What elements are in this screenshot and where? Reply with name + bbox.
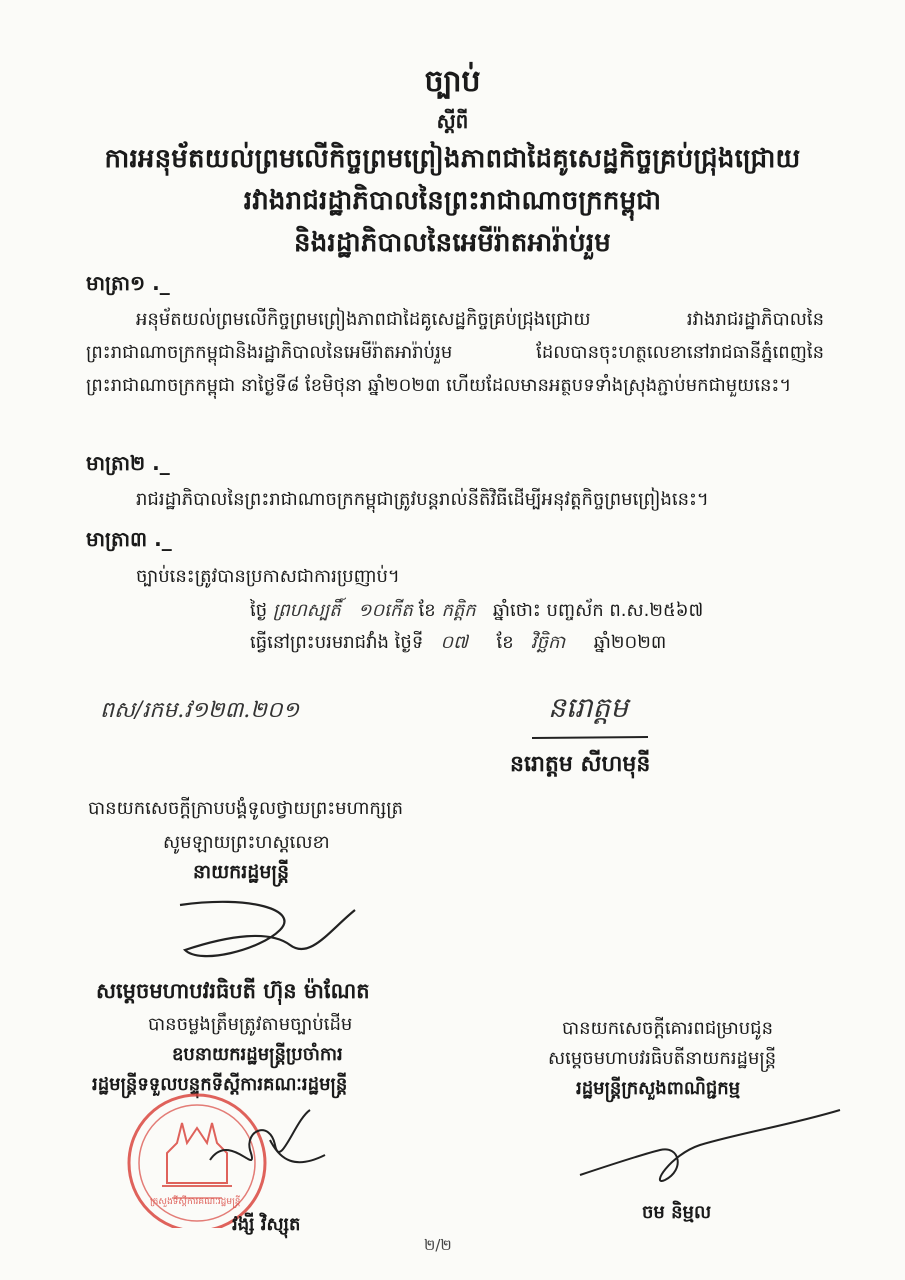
dating-line-2 bbox=[250, 626, 666, 659]
king-name: នរោត្តម សីហមុនី bbox=[510, 752, 651, 777]
title-line-2: រវាងរាជរដ្ឋាភិបាលនៃព្រះរាជាណាចក្រកម្ពុជា bbox=[243, 186, 662, 216]
place-label: ធ្វើនៅព្រះបរមរាជវាំង ថ្ងៃទី bbox=[250, 632, 424, 653]
seal-text: ក្រសួងទីស្តីការគណៈរដ្ឋមន្ត្រី bbox=[150, 1197, 241, 1207]
article-2-label: មាត្រា២ ._ bbox=[86, 451, 170, 475]
minister-line-2: សម្តេចមហាបវរធិបតីនាយករដ្ឋមន្ត្រី bbox=[548, 1048, 777, 1069]
certify-line-3: រដ្ឋមន្ត្រីទទួលបន្ទុកទីស្តីការគណៈរដ្ឋមន្ត្រី bbox=[92, 1074, 348, 1095]
day-handwritten: ព្រហស្បតិ៍ bbox=[272, 600, 341, 621]
king-signature-underline bbox=[530, 734, 650, 742]
pm-signature bbox=[160, 890, 360, 970]
pm-line-1: បានយកសេចក្តីក្រាបបង្គំទូលថ្វាយព្រះមហាក្សត្រ bbox=[88, 798, 403, 819]
article-3-text: ច្បាប់នេះត្រូវបានប្រកាសជាការប្រញាប់។ bbox=[136, 566, 400, 587]
article-1-label: មាត្រា១ ._ bbox=[86, 271, 170, 295]
moon-handwritten: ១០កើត bbox=[357, 600, 413, 621]
day-label: ថ្ងៃ bbox=[250, 600, 268, 621]
month-handwritten: កត្តិក bbox=[441, 600, 476, 621]
law-title: ច្បាប់ bbox=[424, 64, 481, 99]
minister-title: រដ្ឋមន្ត្រីក្រសួងពាណិជ្ជកម្ម bbox=[576, 1078, 741, 1099]
certify-signature bbox=[200, 1100, 330, 1190]
minister-line-1: បានយកសេចក្តីគោរពជម្រាបជូន bbox=[562, 1018, 774, 1039]
king-signature: នរោត្តម bbox=[548, 691, 628, 724]
minister-signature bbox=[570, 1105, 850, 1195]
registration-number: ពស/រកម.វ១២៣.២០១ bbox=[100, 698, 300, 723]
date-handwritten: ០៧ bbox=[440, 632, 468, 653]
dating-line-1 bbox=[250, 594, 703, 627]
title-line-3: និងរដ្ឋាភិបាលនៃអេមីរ៉ាតអារ៉ាប់រួម bbox=[294, 228, 611, 258]
month2-handwritten: វិច្ឆិកា bbox=[530, 632, 566, 653]
buddhist-year-label: ឆ្នាំថោះ បញ្ចស័ក ព.ស.២៥៦៧ bbox=[492, 600, 704, 621]
law-subtitle: ស្តីពី bbox=[436, 109, 469, 133]
month-label: ខែ bbox=[418, 600, 436, 621]
pm-line-2: សូមឡាយព្រះហស្តលេខា bbox=[163, 832, 330, 853]
title-line-1: ការអនុម័តយល់ព្រមលើកិច្ចព្រមព្រៀងភាពជាដៃគូសេដ្ឋកិច្ចគ្រប់ជ្រុងជ្រោយ bbox=[104, 144, 801, 174]
article-3-label: មាត្រា៣ ._ bbox=[86, 527, 172, 551]
minister-name: ចម និម្មល bbox=[642, 1202, 712, 1223]
pm-name: សម្តេចមហាបវរធិបតី ហ៊ុន ម៉ាណែត bbox=[96, 979, 370, 1003]
article-1-text: អនុម័តយល់ព្រមលើកិច្ចព្រមព្រៀងភាពជាដៃគូសេដ្ឋកិច្ចគ្រប់ជ្រុងជ្រោយ រវាងរាជរដ្ឋាភិបាលនៃព្រះរាជាណាចក្រកម្ពុជានិងរដ្ឋាភិបាលនៃអេមីរ៉ាតអារ៉ាប់រួម ដែលបានចុះហត្ថលេខានៅរាជធានីភ្នំពេញនៃព្រះរាជាណាចក្រកម្ពុជា នាថ្ងៃទី៨ ខែមិថុនា ឆ្នាំ២០២៣ ហើយដែលមានអត្ថបទទាំងស្រុងភ្ជាប់មកជាមួយនេះ។ bbox=[86, 309, 824, 396]
certify-name: វង្សី វិស្សុត bbox=[232, 1214, 301, 1235]
page-number: ២/២ bbox=[424, 1236, 452, 1254]
certify-line-2: ឧបនាយករដ្ឋមន្ត្រីប្រចាំការ bbox=[172, 1044, 343, 1065]
year2-label: ឆ្នាំ២០២៣ bbox=[593, 632, 667, 653]
pm-title: នាយករដ្ឋមន្ត្រី bbox=[193, 861, 290, 883]
certify-line-1: បានចម្លងត្រឹមត្រូវតាមច្បាប់ដើម bbox=[148, 1014, 353, 1035]
month2-label: ខែ bbox=[496, 632, 514, 653]
article-2-text: រាជរដ្ឋាភិបាលនៃព្រះរាជាណាចក្រកម្ពុជាត្រូវបន្តរាល់នីតិវិធីដើម្បីអនុវត្តកិច្ចព្រមព្រៀងនេះ។ bbox=[136, 489, 709, 510]
